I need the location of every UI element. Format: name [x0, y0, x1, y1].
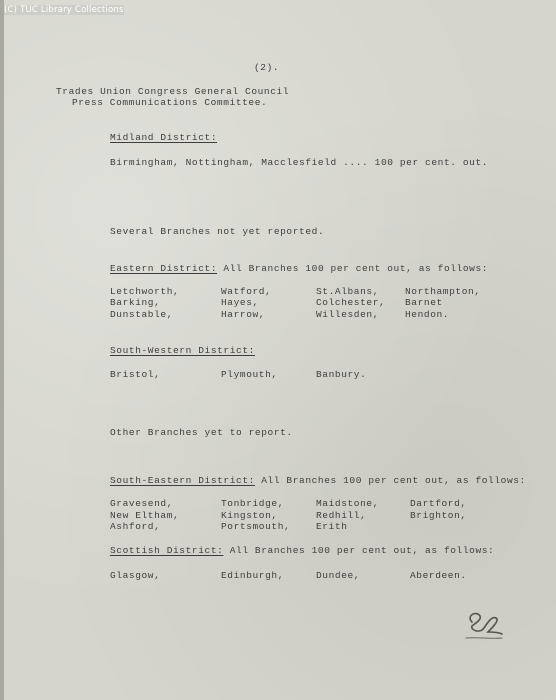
- scottish-district-heading: Scottish District:: [110, 545, 224, 556]
- note-not-reported: Several Branches not yet reported.: [110, 226, 325, 237]
- header-committee: Press Communications Committee.: [72, 97, 268, 108]
- branch-name: Dundee,: [316, 570, 361, 581]
- southwestern-district-heading: South-Western District:: [110, 345, 255, 356]
- southeastern-district-line: [110, 475, 526, 486]
- branch-name: Gravesend,: [110, 498, 174, 509]
- branch-name: Maidstone,: [316, 498, 380, 509]
- branch-name: Kingston,: [221, 510, 278, 521]
- eastern-district-summary: All Branches 100 per cent out, as follows:: [217, 263, 489, 274]
- branch-name: Glasgow,: [110, 570, 161, 581]
- midland-district-heading: Midland District:: [110, 132, 218, 143]
- eastern-district-line: [110, 263, 488, 274]
- scottish-district-line: [110, 545, 494, 556]
- page-number: (2).: [254, 62, 280, 73]
- southeastern-district-summary: All Branches 100 per cent out, as follows:: [254, 475, 526, 486]
- branch-name: Dartford,: [410, 498, 467, 509]
- branch-name: Edinburgh,: [221, 570, 285, 581]
- header-organisation: Trades Union Congress General Council: [56, 86, 290, 97]
- branch-name: Aberdeen.: [410, 570, 467, 581]
- branch-name: Watford,: [221, 286, 272, 297]
- branch-name: Hendon.: [405, 309, 450, 320]
- branch-name: Portsmouth,: [221, 521, 291, 532]
- branch-name: Northampton,: [405, 286, 481, 297]
- eastern-district-heading: Eastern District:: [110, 263, 218, 274]
- branch-name: Colchester,: [316, 297, 386, 308]
- branch-name: Letchworth,: [110, 286, 180, 297]
- branch-name: Harrow,: [221, 309, 266, 320]
- branch-name: Hayes,: [221, 297, 259, 308]
- southeastern-district-heading: South-Eastern District:: [110, 475, 255, 486]
- branch-name: Barking,: [110, 297, 161, 308]
- branch-name: Tonbridge,: [221, 498, 285, 509]
- branch-name: Willesden,: [316, 309, 380, 320]
- branch-name: Redhill,: [316, 510, 367, 521]
- page-edge: [0, 0, 4, 700]
- branch-name: Brighton,: [410, 510, 467, 521]
- branch-name: New Eltham,: [110, 510, 180, 521]
- handwritten-initials-mark: [462, 608, 506, 644]
- note-yet-to-report: Other Branches yet to report.: [110, 427, 293, 438]
- branch-name: Bristol,: [110, 369, 161, 380]
- branch-name: Erith: [316, 521, 348, 532]
- branch-name: Ashford,: [110, 521, 161, 532]
- midland-district-text: Birmingham, Nottingham, Macclesfield .... 100 per cent. out.: [110, 157, 489, 168]
- branch-name: St.Albans,: [316, 286, 380, 297]
- branch-name: Banbury.: [316, 369, 367, 380]
- copyright-watermark: (C) TUC Library Collections: [4, 5, 124, 15]
- scottish-district-summary: All Branches 100 per cent out, as follows:: [223, 545, 495, 556]
- branch-name: Barnet: [405, 297, 443, 308]
- branch-name: Plymouth,: [221, 369, 278, 380]
- branch-name: Dunstable,: [110, 309, 174, 320]
